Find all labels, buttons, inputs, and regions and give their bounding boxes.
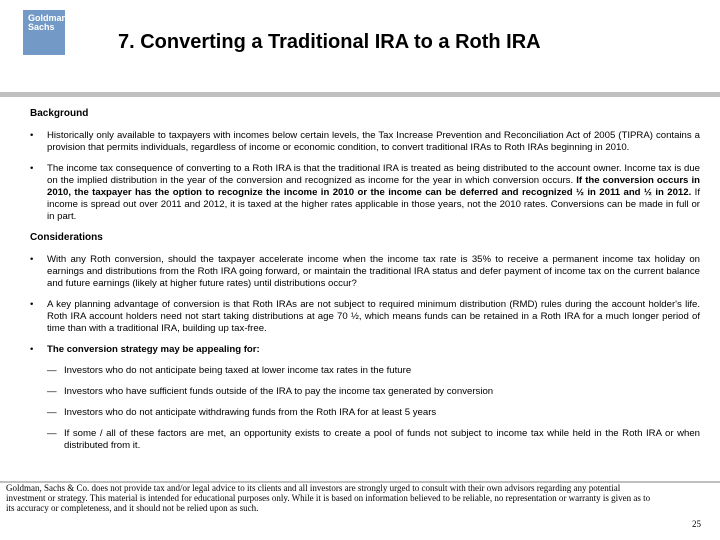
considerations-bullet-2: • A key planning advantage of conversion is that Roth IRAs are not subject to required minimum distribution (RMD) rules during the account holder's life. Roth IRA account holders need not start taking distributions at age 70 ½, which means funds can be retained in a Roth IRA for a much longer period of time than with a traditional IRA, building up tax-free. — [30, 299, 700, 335]
bullet-bold-text: If the conversion occurs in 2010, the taxpayer has the option to recognize the income in 2010 or the income can be deferred and recognized ½ in 2011 and ½ in 2012. — [47, 175, 700, 198]
page-title: 7. Converting a Traditional IRA to a Roth IRA — [118, 31, 541, 53]
background-bullet-2 — [30, 163, 700, 223]
sub-item: — Investors who have sufficient funds outside of the IRA to pay the income tax generated by conversion — [47, 386, 700, 398]
background-heading: Background — [30, 108, 89, 119]
sub-item: — If some / all of these factors are met, an opportunity exists to create a pool of funds not subject to income tax while held in the Roth IRA or when distributed from it. — [47, 428, 700, 452]
considerations-bullet-1: • With any Roth conversion, should the taxpayer accelerate income when the income tax rate is 35% to receive a permanent income tax holiday on earnings and distributions from the Roth IRA going forward, or maintain the traditional IRA status and defer payment of income tax on the current balance and future earnings (likely at higher future rates) until distributions occur? — [30, 254, 700, 290]
page-number: 25 — [692, 519, 701, 529]
considerations-heading: Considerations — [30, 232, 103, 243]
sub-item: — Investors who do not anticipate withdrawing funds from the Roth IRA for at least 5 years — [47, 407, 700, 419]
bullet-text-end: If income is spread out over 2011 and 2012, it is taxed at the higher rates applicable in those years, not the 2010 rates. Conversions can be made in full or in part. — [47, 187, 700, 222]
sub-item: — Investors who do not anticipate being taxed at lower income tax rates in the future — [47, 365, 700, 377]
disclaimer-text: Goldman, Sachs & Co. does not provide tax and/or legal advice to its clients and all investors are strongly urged to consult with their own advisors regarding any potential investment or strategy. This material is intended for educational purposes only. While it is based on information believed to be reliable, no representation or warranty is given as to its accuracy or completeness, and it should not be relied upon as such. — [6, 483, 651, 513]
considerations-bullet-3 — [30, 344, 700, 452]
slide-body — [30, 108, 700, 461]
slide-header — [0, 0, 720, 92]
considerations-bullets — [30, 254, 700, 452]
goldman-sachs-logo: Goldman Sachs — [23, 10, 65, 55]
background-bullet-1: • Historically only available to taxpayers with incomes below certain levels, the Tax Increase Prevention and Reconciliation Act of 2005 (TIPRA) contains a provision that permits individuals, regardless of income or economic condition, to convert traditional IRAs to Roth IRAs beginning in 2010. — [30, 130, 700, 154]
background-bullets — [30, 130, 700, 223]
conversion-sublist — [47, 365, 700, 452]
bullet-text: The income tax consequence of converting to a Roth IRA is that the traditional IRA is treated as being distributed to the account owner. Income tax is due on the implied distribution in the year of the conversion and recognized as income for the year in which conversion occurs. — [47, 163, 700, 186]
bullet-bold-text: The conversion strategy may be appealing for: — [47, 344, 260, 355]
header-divider — [0, 92, 720, 97]
